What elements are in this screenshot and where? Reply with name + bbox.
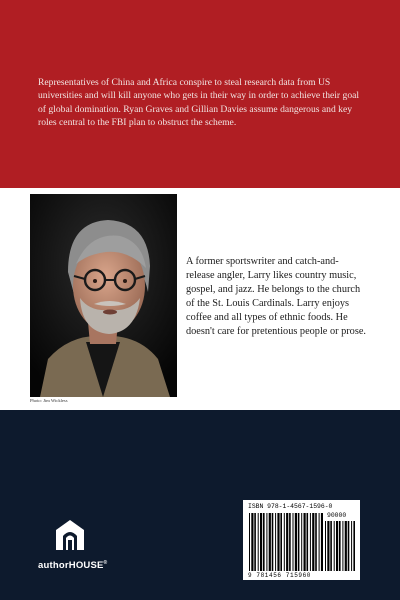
author-photo bbox=[30, 194, 177, 397]
isbn-barcode bbox=[243, 500, 360, 580]
ean13-bars bbox=[249, 513, 323, 571]
trademark-symbol: ® bbox=[103, 560, 108, 566]
synopsis-panel bbox=[0, 0, 400, 188]
publisher-logo bbox=[38, 518, 114, 578]
house-arch-logo-icon bbox=[54, 518, 86, 552]
author-portrait-image bbox=[30, 194, 177, 397]
ean-digits: 9 781456 715960 bbox=[248, 572, 312, 579]
publisher-name bbox=[38, 560, 107, 571]
supplement-bars bbox=[325, 521, 355, 571]
isbn-number: ISBN 978-1-4567-1596-0 bbox=[248, 503, 333, 510]
synopsis-text: Representatives of China and Africa conspire to steal research data from US universities and will kill anyone who gets in their way in order to achieve their goal of global domination. Ryan Graves and Gillian Davies assume dangerous and key roles central to the FBI plan to obstruct the scheme. bbox=[38, 77, 360, 129]
price-code: 90000 bbox=[327, 512, 347, 519]
publisher-name-text: authorHOUSE bbox=[38, 560, 104, 572]
author-bio: A former sportswriter and catch-and-release angler, Larry likes country music, gospel, and jazz. He belongs to the church of the St. Louis Cardinals. Larry enjoys coffee and all types of ethnic foods. He doesn't care for pretentious people or prose. bbox=[186, 256, 366, 337]
photo-credit: Photo: Jim Wickless bbox=[30, 398, 68, 403]
